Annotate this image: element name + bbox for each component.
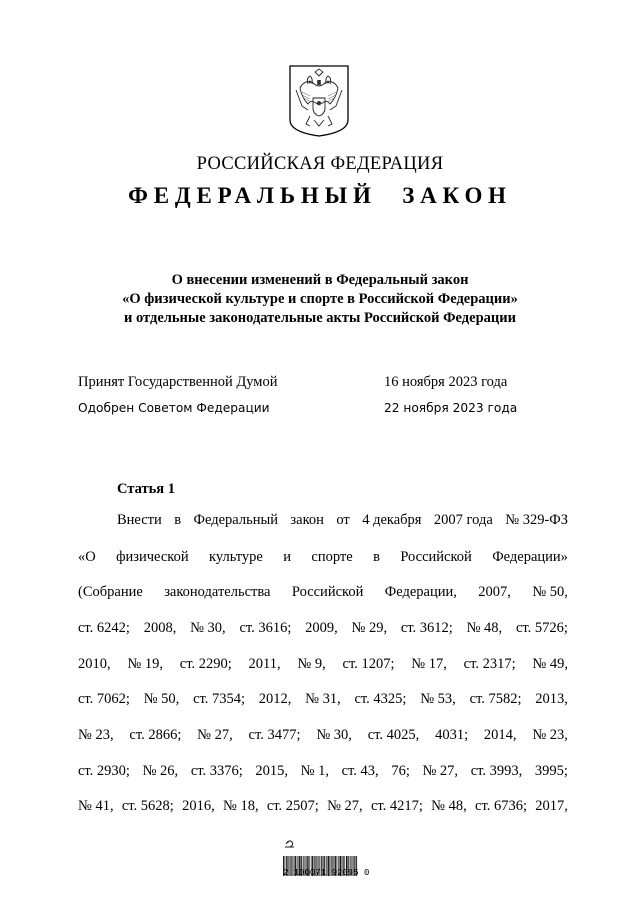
article-word: ст. 4025, (367, 727, 420, 743)
document-type-heading: ФЕДЕРАЛЬНЫЙ ЗАКОН (128, 183, 512, 208)
article-word: 4031; (435, 727, 469, 743)
article-word: ст. 2930; (78, 763, 130, 779)
law-title-line: О внесении изменений в Федеральный закон (171, 272, 469, 288)
article-word: № 29, (351, 620, 388, 636)
article-line (78, 691, 568, 711)
article-word: 4 декабря (362, 512, 422, 528)
article-word: культуре (209, 549, 263, 565)
article-word: № 30, (316, 727, 352, 743)
article-word: ст. 6736; (475, 798, 527, 814)
article-word: ст. 3616; (239, 620, 292, 636)
article-word: № 23, (532, 727, 568, 743)
article-word: № 30, (190, 620, 226, 636)
duma-adoption-row (78, 374, 600, 394)
article-word: в (373, 549, 380, 565)
council-approval-row (78, 401, 600, 421)
article-word: 2011, (248, 656, 281, 672)
registration-mark-icon (285, 841, 294, 847)
article-word: ст. 6242; (78, 620, 130, 636)
article-word: в (174, 512, 182, 528)
duma-adoption-date: 16 ноября 2023 года (384, 374, 508, 390)
article-word: ст. 4325; (354, 691, 407, 707)
article-line (78, 584, 568, 604)
article-word: 2012, (258, 691, 292, 707)
article-word: физической (116, 549, 189, 565)
article-line (117, 512, 568, 532)
article-word: 2010, (78, 656, 111, 672)
article-line (78, 727, 568, 747)
article-word: ст. 5726; (515, 620, 568, 636)
article-word: № 50, (143, 691, 180, 707)
article-word: ст. 2866; (129, 727, 182, 743)
article-word: № 27, (422, 763, 459, 779)
article-word: законодательства (164, 584, 271, 600)
article-word: ст. 43, (341, 763, 379, 779)
article-word: № 9, (297, 656, 326, 672)
article-word: 2017, (535, 798, 568, 814)
article-word: № 27, (197, 727, 233, 743)
duma-adoption-label: Принят Государственной Думой (78, 374, 278, 390)
article-word: ст. 4217; (370, 798, 423, 814)
article-word: № 41, (78, 798, 114, 814)
barcode-number: 2 100071 92095 0 (283, 868, 370, 878)
article-word: 2008, (143, 620, 177, 636)
article-word: ст. 2317; (463, 656, 516, 672)
article-line (78, 763, 568, 783)
article-word: 3995; (534, 763, 568, 779)
article-word: Федерации, (384, 584, 457, 600)
law-title (0, 271, 640, 328)
council-approval-date: 22 ноября 2023 года (384, 401, 518, 415)
article-heading: Статья 1 (117, 481, 175, 497)
article-word: ст. 7062; (78, 691, 130, 707)
article-word: № 53, (420, 691, 456, 707)
law-title-line: «О физической культуре и спорте в Российской Федерации» (122, 291, 518, 307)
article-word: № 48, (431, 798, 467, 814)
article-word: № 18, (222, 798, 259, 814)
article-word: № 17, (411, 656, 447, 672)
footer-barcode (282, 828, 362, 888)
article-word: 2015, (255, 763, 289, 779)
article-word: Федеральный (193, 512, 278, 528)
article-word: № 50, (532, 584, 568, 600)
article-word: 76; (391, 763, 410, 779)
article-word: 2013, (535, 691, 568, 707)
article-word: 2014, (483, 727, 517, 743)
article-line (78, 656, 568, 676)
article-word: (Собрание (78, 584, 143, 600)
article-word: ст. 7354; (193, 691, 246, 707)
article-word: Российской (291, 584, 364, 600)
article-line (78, 798, 568, 818)
article-word: № 19, (127, 656, 163, 672)
article-word: ст. 3612; (400, 620, 453, 636)
article-word: закон (290, 512, 324, 528)
article-word: от (336, 512, 350, 528)
article-word: № 27, (327, 798, 363, 814)
article-word: ст. 2290; (179, 656, 232, 672)
article-line (78, 549, 568, 569)
article-word: 2007 года (433, 512, 493, 528)
article-word: Федерации» (492, 549, 568, 565)
article-word: и (283, 549, 292, 565)
article-word: 2009, (305, 620, 338, 636)
article-word: ст. 3477; (248, 727, 301, 743)
article-word: № 48, (466, 620, 503, 636)
article-word: 2007, (478, 584, 511, 600)
article-word: ст. 5628; (121, 798, 174, 814)
article-word: спорте (311, 549, 353, 565)
article-word: № 26, (142, 763, 179, 779)
article-word: 2016, (182, 798, 215, 814)
council-approval-label: Одобрен Советом Федерации (78, 401, 270, 415)
article-word: Внести (117, 512, 162, 528)
country-heading: РОССИЙСКАЯ ФЕДЕРАЦИЯ (196, 154, 444, 174)
article-word: № 329-ФЗ (505, 512, 568, 528)
article-line (78, 620, 568, 640)
article-word: ст. 1207; (342, 656, 395, 672)
article-word: № 1, (300, 763, 329, 779)
law-title-line: и отдельные законодательные акты Российской Федерации (124, 310, 516, 326)
article-word: ст. 2507; (266, 798, 319, 814)
article-word: Российской (400, 549, 472, 565)
state-emblem-icon (286, 62, 352, 138)
article-word: ст. 7582; (469, 691, 522, 707)
article-word: ст. 3993, (470, 763, 523, 779)
article-word: № 31, (305, 691, 341, 707)
article-word: ст. 3376; (190, 763, 243, 779)
article-word: № 23, (78, 727, 114, 743)
article-word: «О (78, 549, 96, 565)
article-word: № 49, (532, 656, 568, 672)
